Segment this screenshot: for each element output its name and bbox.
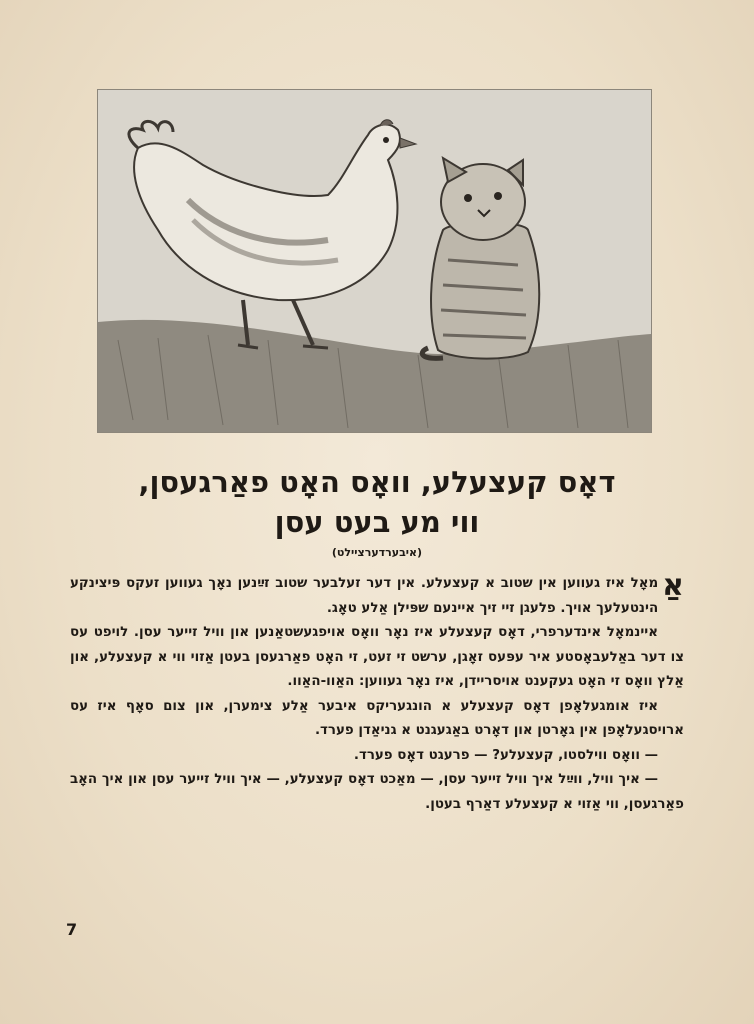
paragraph-4: — וואָס ווילסטו, קעצעלע? — פרעגט דאָס פערד. — [353, 747, 658, 763]
story-subtitle: (איבערדערציילט) — [331, 546, 423, 559]
drop-cap: אַ — [662, 568, 684, 603]
paragraph-1-text: מאָל איז געווען אין שטוב א קעצעלע. אין דער זעלבער שטוב זײַנען נאָך געווען זעקס פּיצינקע הינטעלעך אויך. פלעגן זיי זיך איינעם שפּילן אַלע טאָג. — [70, 576, 659, 616]
illustration-hen-and-kitten — [97, 89, 652, 433]
page-number: 7 — [66, 920, 78, 939]
story-body — [70, 568, 684, 817]
paragraph-3: איז אומגעלאָפן דאָס קעצעלע א הונגעריקס איבער אַלע צימערן, און צום סאָף איז עס ארויסגעלאָפן אין גאָרטן און דאָרט באַגעגנט א גניאַדן פערד. — [70, 698, 684, 738]
paragraph-2: איינמאָל אינדערפרי, דאָס קעצעלע איז נאָר וואָס אויפגעשטאַנען און וויל זייער עסן. לויפט עס צו דער באַלעבאָסטע איר עפּעס זאָגן, ערשט זי זעט, זי האָט פאַרגעסן בעטן אַזוי ווי א קעצעלע, און אַלץ וואָס זי האָט געקענט אויסריידן, איז נאָר געווען: האַוו-האַוו. — [70, 625, 684, 689]
paragraph-5: — איך וויל, ווײַל איך וויל זייער עסן, — מאַכט דאָס קעצעלע, — איך וויל זייער עסן און איך האָב פאַרגעסן, ווי אַזוי א קעצעלע דאַרף בעטן. — [70, 772, 684, 812]
story-title: דאָס קעצעלע, וואָס האָט פאַרגעסן, ווי מע בעט עסן — [138, 465, 616, 539]
paragraph-1 — [70, 568, 684, 621]
